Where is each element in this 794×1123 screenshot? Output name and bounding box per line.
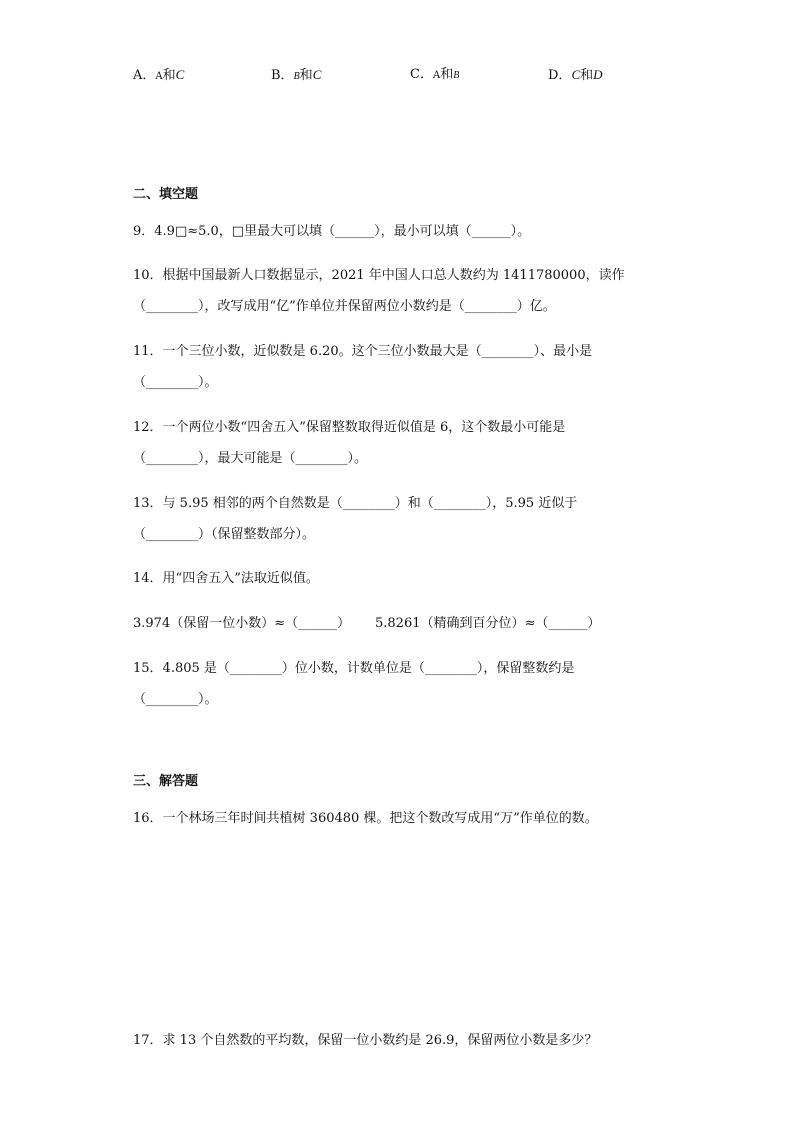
choice-c-and: 和 — [440, 67, 454, 82]
choice-a-part2: C — [175, 67, 185, 82]
question-11-line2: （________）。 — [133, 375, 218, 390]
choice-a-part1: A — [155, 71, 163, 82]
choice-a-letter: A． — [133, 68, 156, 83]
question-11-line1: 11．一个三位小数，近似数是 6.20。这个三位小数最大是（________）、最小是 — [133, 344, 593, 359]
choice-d-part2: D — [593, 67, 603, 82]
question-14-part-a: 3.974（保留一位小数）≈（______） — [133, 616, 351, 631]
question-13-line2: （________）（保留整数部分）。 — [133, 527, 316, 542]
question-10-line2: （________），改写成用“亿”作单位并保留两位小数约是（________）亿。 — [133, 299, 556, 314]
choice-d-letter: D． — [548, 68, 572, 83]
choice-d-and: 和 — [580, 68, 594, 83]
choice-c[interactable] — [410, 66, 459, 85]
choice-c-letter: C． — [410, 67, 433, 82]
choice-a[interactable] — [133, 66, 184, 86]
question-9: 9．4.9□≈5.0，□里最大可以填（______），最小可以填（______）。 — [133, 224, 531, 239]
choice-b-part1: B — [293, 71, 300, 82]
choice-b-letter: B． — [271, 68, 294, 83]
choice-c-part1: A — [432, 70, 441, 81]
question-17: 17．求 13 个自然数的平均数，保留一位小数约是 26.9，保留两位小数是多少？ — [133, 1033, 598, 1048]
section-title-fill: 二、填空题 — [133, 187, 199, 202]
question-10-line1: 10．根据中国最新人口数据显示，2021 年中国人口总人数约为 1411780000，读作 — [133, 268, 625, 283]
section-title-solve: 三、解答题 — [133, 774, 199, 789]
choice-d[interactable] — [548, 66, 603, 85]
choice-b[interactable] — [271, 66, 321, 86]
question-12-line2: （________），最大可能是（________）。 — [133, 451, 368, 466]
choice-c-part2: B — [453, 70, 460, 81]
question-13-line1: 13．与 5.95 相邻的两个自然数是（________）和（________），5.95 近似于 — [133, 496, 578, 511]
question-14-part-b: 5.8261（精确到百分位）≈（______） — [375, 616, 601, 631]
choice-b-part2: C — [312, 67, 322, 82]
question-16: 16．一个林场三年时间共植树 360480 棵。把这个数改写成用“万”作单位的数。 — [133, 811, 598, 826]
question-15-line2: （________）。 — [133, 692, 218, 707]
question-14: 14．用“四舍五入”法取近似值。 — [133, 571, 319, 586]
question-12-line1: 12．一个两位小数“四舍五入”保留整数取得近似值是 6，这个数最小可能是 — [133, 420, 566, 435]
choice-d-part1: C — [571, 67, 581, 82]
question-15-line1: 15．4.805 是（________）位小数，计数单位是（________），保留整数约是 — [133, 661, 575, 676]
choice-a-and: 和 — [162, 68, 176, 83]
choice-b-and: 和 — [299, 68, 313, 83]
